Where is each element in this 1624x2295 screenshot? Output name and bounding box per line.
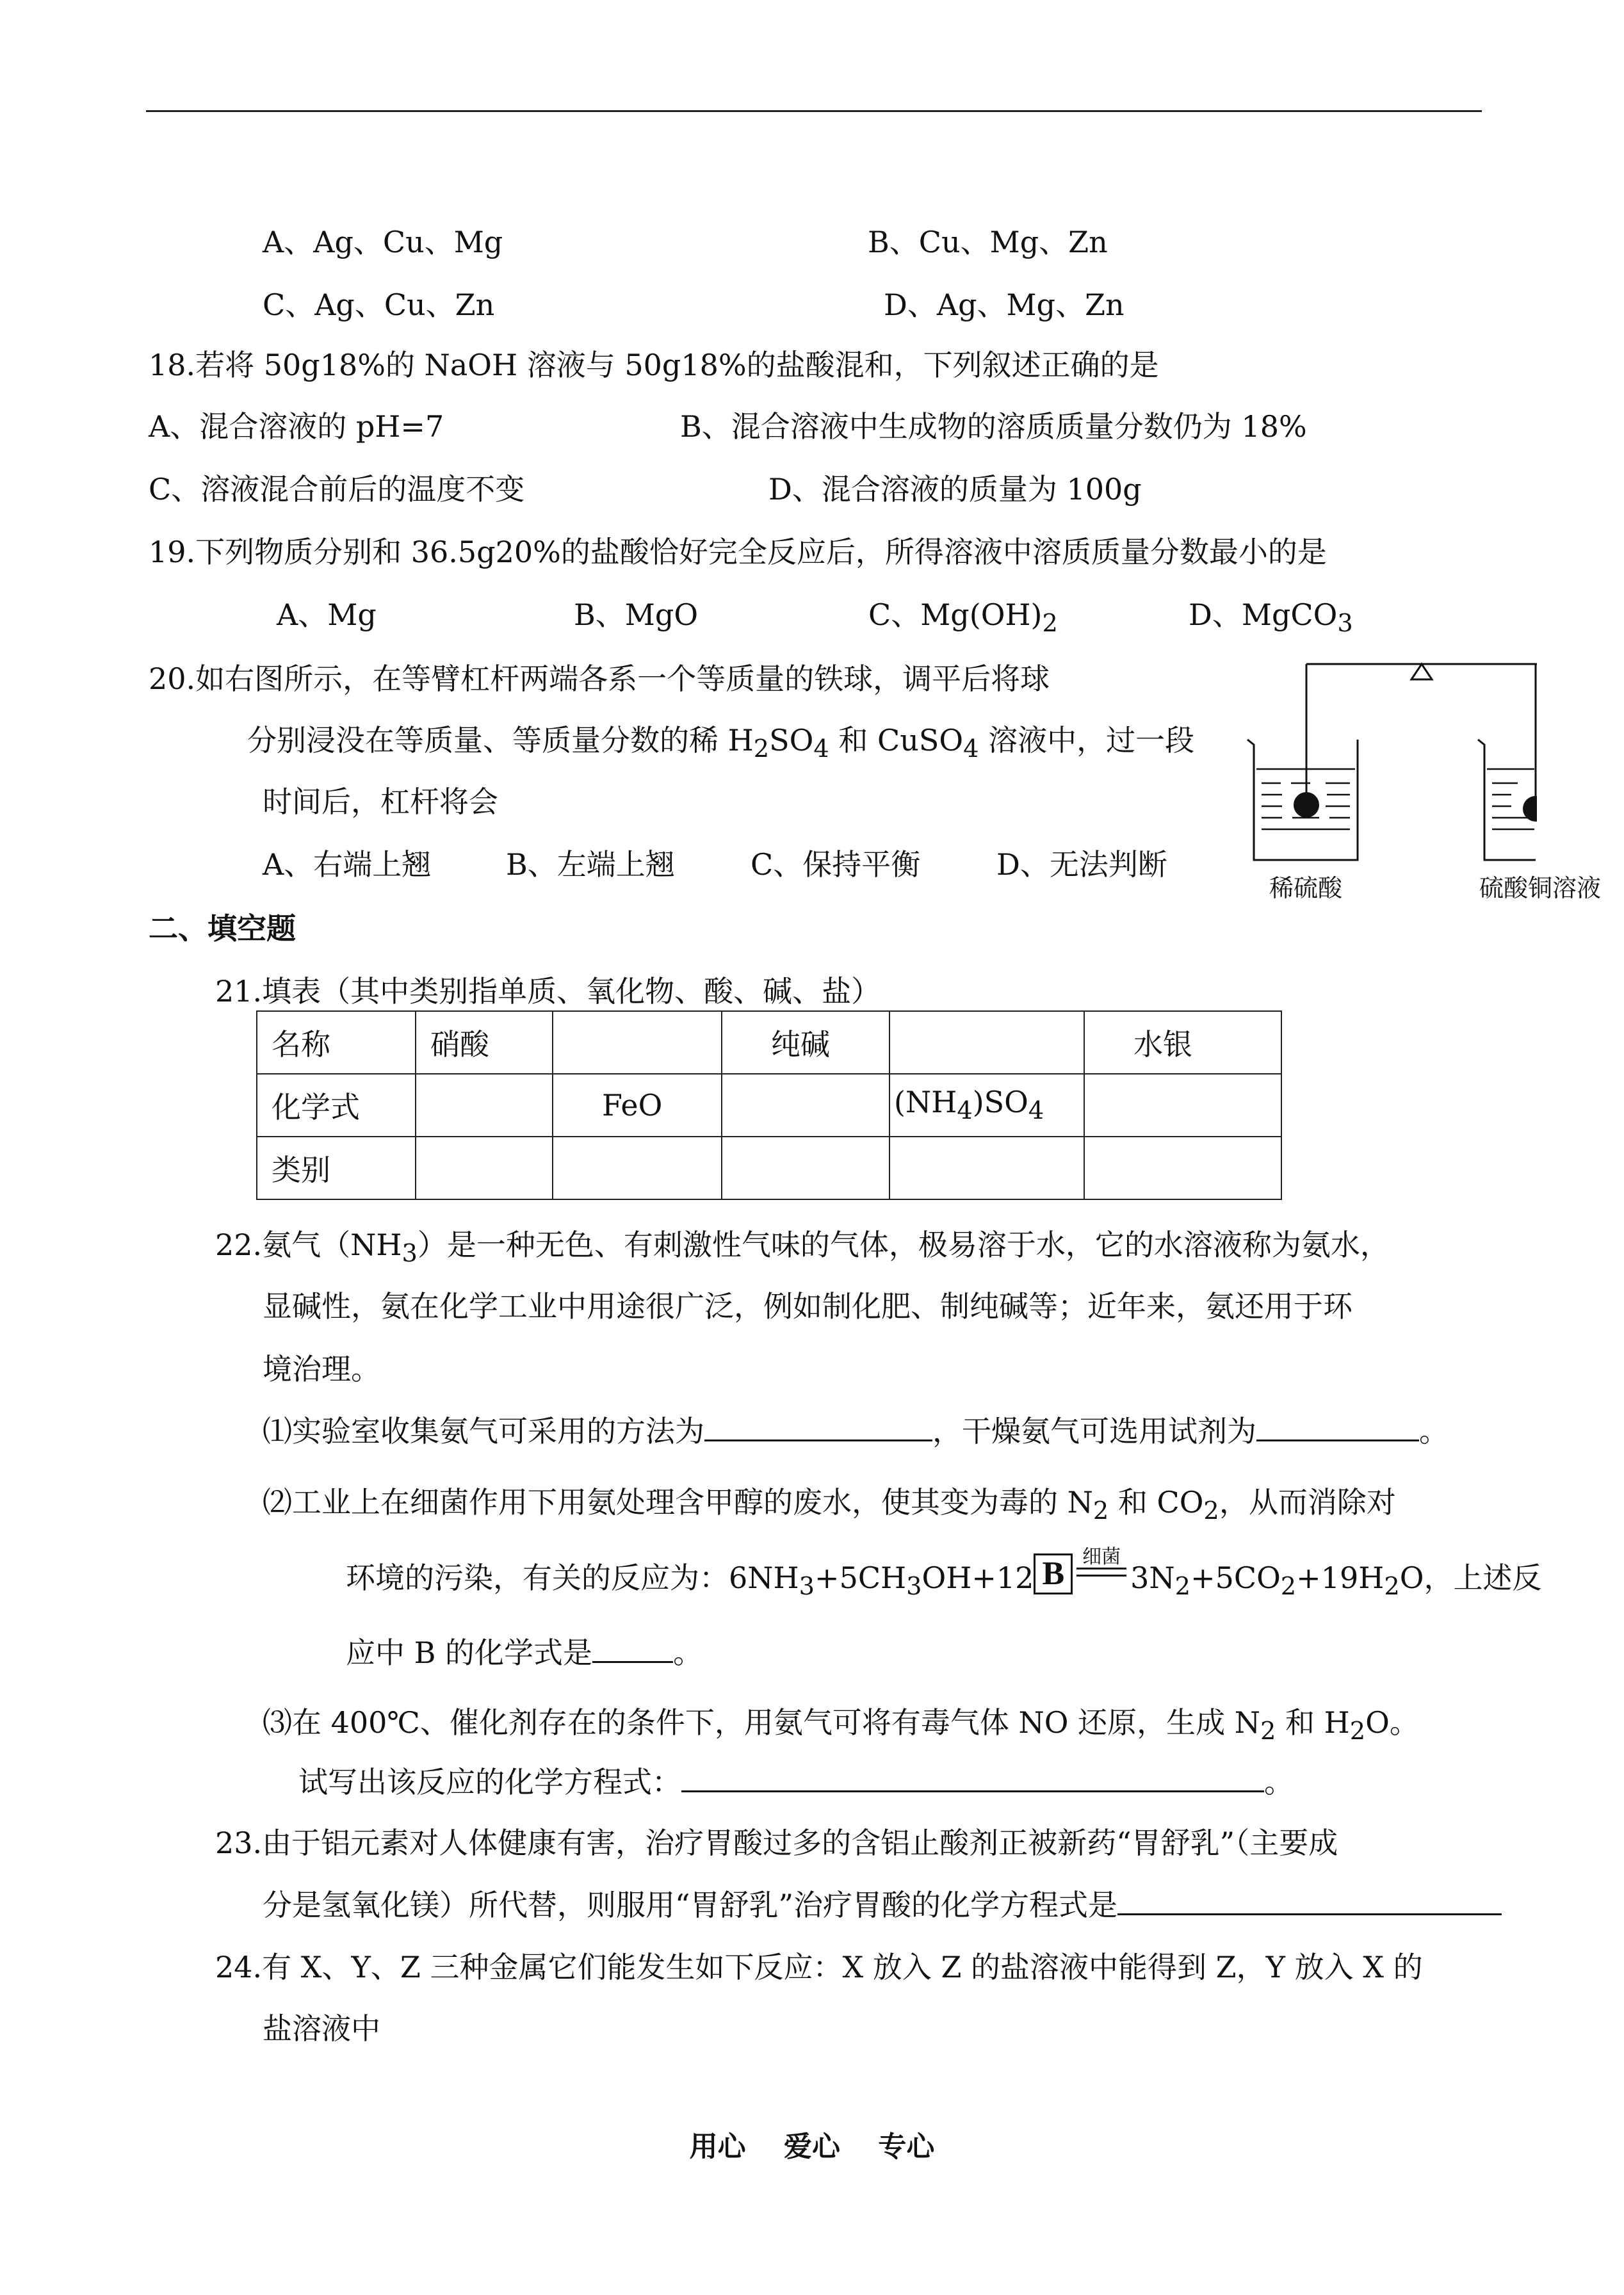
q20-option-d: D、无法判断 <box>996 847 1167 882</box>
q22-line2: 显碱性，氨在化学工业中用途很广泛，例如制化肥、制纯碱等；近年来，氨还用于环 <box>263 1289 1352 1324</box>
table-cell <box>1084 1074 1281 1137</box>
lever-beaker-figure <box>1236 656 1537 874</box>
table-cell <box>889 1137 1084 1199</box>
q21-stem: 21.填表（其中类别指单质、氧化物、酸、碱、盐） <box>215 974 881 1009</box>
q19-option-b: B、MgO <box>574 597 699 632</box>
table-row <box>257 1011 1281 1074</box>
table-cell <box>889 1011 1084 1074</box>
q19-option-d: D、MgCO$_3$ <box>1189 597 1353 638</box>
left-iron-ball <box>1294 792 1319 818</box>
table-cell: 水银 <box>1084 1011 1281 1074</box>
section-heading-fill-in: 二、填空题 <box>149 911 296 946</box>
footer-word: 专心 <box>878 2130 935 2163</box>
q20-option-b: B、左端上翘 <box>506 847 675 882</box>
q20-line3: 时间后，杠杆将会 <box>263 784 498 819</box>
reaction-condition: 细菌 <box>1076 1547 1126 1577</box>
q19-option-c: C、$Mg(OH)_2$ <box>868 597 1058 638</box>
q22-part2-line1: ⑵工业上在细菌作用下用氨处理含甲醇的废水，使其变为毒的 $N_2$ 和 $CO_2$，从而消除对 <box>263 1485 1396 1526</box>
table-cell <box>416 1137 553 1199</box>
q17-option-c: C、Ag、Cu、Zn <box>263 288 495 322</box>
q22-line1: 22.氨气$(NH_3)$是一种无色、有刺激性气味的气体，极易溶于水，它的水溶液称为氨水， <box>215 1228 1390 1269</box>
q20-option-c: C、保持平衡 <box>751 847 921 882</box>
table-cell <box>1084 1137 1281 1199</box>
q23-line2: 分是氢氧化镁）所代替，则服用“胃舒乳”治疗胃酸的化学方程式是 <box>263 1885 1502 1924</box>
q17-option-d: D、Ag、Mg、Zn <box>884 288 1125 322</box>
table-cell: 硝酸 <box>416 1011 553 1074</box>
table-cell: 类别 <box>257 1137 416 1199</box>
q22-part3-line1: ⑶在 400℃、催化剂存在的条件下，用氨气可将有毒气体 NO 还原，生成 $N_2$ 和 $H_2O$。 <box>263 1705 1419 1746</box>
answer-blank-drying-agent[interactable] <box>1256 1411 1419 1441</box>
q22-part2-equation: 环境的污染，有关的反应为：$6NH_3+5CH_3OH+12$ B 细菌 $3N_2+5CO_2+19H_2O$，上述反 <box>346 1546 1542 1602</box>
q22-part2-line3: 应中 B 的化学式是 。 <box>346 1633 702 1672</box>
table-cell <box>553 1011 722 1074</box>
q24-line1: 24.有 X、Y、Z 三种金属它们能发生如下反应：X 放入 Z 的盐溶液中能得到 Z，Y 放入 X 的 <box>215 1950 1423 1984</box>
table-row <box>257 1074 1281 1137</box>
q20-line2: 分别浸没在等质量、等质量分数的稀 $H_2SO_4$ 和 CuSO$_4$ 溶液中，过一段 <box>247 723 1195 764</box>
q21-table <box>256 1010 1282 1200</box>
header-rule <box>146 110 1482 112</box>
q17-option-a: A、Ag、Cu、Mg <box>263 225 503 259</box>
table-cell: $(NH_4)SO_4$ <box>889 1074 1084 1137</box>
table-cell <box>416 1074 553 1137</box>
answer-blank-equation-no[interactable] <box>681 1762 1264 1792</box>
q18-stem: 18.若将 50g18%的 NaOH 溶液与 50g18%的盐酸混和，下列叙述正确的是 <box>149 348 1159 382</box>
table-cell <box>722 1137 889 1199</box>
q18-option-b: B、混合溶液中生成物的溶质质量分数仍为 18% <box>680 409 1307 444</box>
table-cell: FeO <box>553 1074 722 1137</box>
q18-option-d: D、混合溶液的质量为 100g <box>768 472 1142 507</box>
figure-label-copper-sulfate-solution: 硫酸铜溶液 <box>1479 874 1602 902</box>
answer-blank-equation-antacid[interactable] <box>1117 1885 1502 1915</box>
table-cell: 名称 <box>257 1011 416 1074</box>
q20-line1: 20.如右图所示，在等臂杠杆两端各系一个等质量的铁球，调平后将球 <box>149 661 1050 696</box>
footer-word: 爱心 <box>784 2130 840 2163</box>
q23-line1: 23.由于铝元素对人体健康有害，治疗胃酸过多的含铝止酸剂正被新药“胃舒乳”（主要成 <box>215 1826 1338 1860</box>
table-cell <box>722 1074 889 1137</box>
q22-part3-line2: 试写出该反应的化学方程式： 。 <box>298 1762 1294 1801</box>
table-cell: 化学式 <box>257 1074 416 1137</box>
q22-line3: 境治理。 <box>263 1352 380 1386</box>
q20-option-a: A、右端上翘 <box>263 847 432 882</box>
table-cell: 纯碱 <box>722 1011 889 1074</box>
answer-blank-collect-method[interactable] <box>704 1411 932 1441</box>
q18-option-c: C、溶液混合前后的温度不变 <box>149 472 525 507</box>
q18-option-a: A、混合溶液的 pH=7 <box>149 409 444 444</box>
answer-blank-formula-b[interactable] <box>592 1633 673 1663</box>
q22-part1: ⑴实验室收集氨气可采用的方法为 ，干燥氨气可选用试剂为 。 <box>263 1411 1449 1450</box>
table-row <box>257 1137 1281 1199</box>
q24-line2: 盐溶液中 <box>263 2011 380 2046</box>
q17-option-b: B、Cu、Mg、Zn <box>868 225 1108 259</box>
q19-stem: 19.下列物质分别和 36.5g20%的盐酸恰好完全反应后，所得溶液中溶质质量分数最小的是 <box>149 535 1327 569</box>
footer-word: 用心 <box>689 2130 746 2163</box>
figure-label-dilute-sulfuric-acid: 稀硫酸 <box>1269 874 1343 902</box>
table-cell <box>553 1137 722 1199</box>
unknown-substance-box: B <box>1034 1553 1073 1594</box>
q19-option-a: A、Mg <box>277 597 377 632</box>
page-footer <box>0 2123 1624 2164</box>
